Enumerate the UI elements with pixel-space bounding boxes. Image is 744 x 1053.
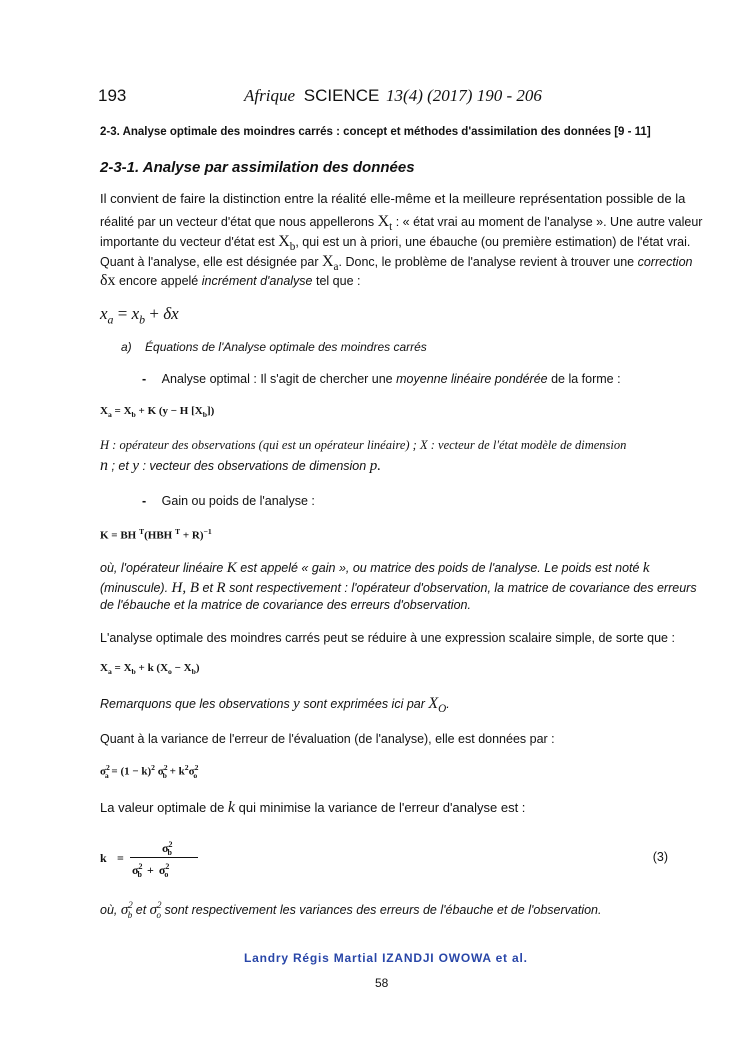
bullet-1-text: Analyse optimal : Il s'agit de chercher une moyenne linéaire pondérée de la forme : [161, 372, 621, 386]
sigma-b-squared: $\sigma^2_b$ [120, 900, 133, 920]
eq-optimal-denominator: $\sigma^2_b + \sigma^2_o$ [132, 862, 170, 880]
delta-x: δx [100, 272, 116, 289]
equation-number: (3) [652, 850, 668, 864]
item-a [121, 340, 427, 354]
journal-ref: 13(4) (2017) 190 - 206 [386, 86, 542, 105]
equation-analysis: $X_a = X_b + K$ (y − H $[X_b]$) [100, 405, 215, 420]
journal-word: SCIENCE [303, 86, 380, 105]
intro-line-4 [100, 253, 693, 273]
intro-line-5: δx encore appelé incrément d'analyse tel que : [100, 272, 361, 289]
eq-optimal-numerator: $\sigma^2_b$ [162, 840, 173, 858]
eq-optimal-equals: = [117, 851, 124, 865]
bullet-2-text: Gain ou poids de l'analyse : [161, 494, 315, 508]
equation-variance: $\sigma^2_a = (1 - k)^2$ $\sigma^2_b + k^2\sigma^2_o$ [100, 763, 199, 780]
intro-line-3 [100, 233, 690, 253]
equation-main: $x_a = x_b + \delta x$ [100, 304, 179, 327]
obs-desc-line-2: n ; et y : vecteur des observations de dimension p. [100, 457, 381, 474]
item-a-label: a) [121, 340, 132, 354]
optimal-intro: La valeur optimale de k qui minimise la variance de l'erreur d'analyse est : [100, 799, 526, 816]
intro-line-2a: réalité par un vecteur d'état que nous appellerons [100, 215, 375, 229]
remark: Remarquons que les observations y sont exprimées ici par $X_O$. [100, 695, 450, 716]
bullet-2-dash: - [142, 494, 147, 508]
gain-desc-line-3: de l'ébauche et la matrice de covariance des erreurs d'observation. [100, 598, 471, 610]
final-note: où, $\sigma^2_b$ et $\sigma^2_o$ sont respectivement les variances des erreurs de l'ébauche et de l'observation. [100, 900, 602, 920]
bullet-2 [142, 494, 315, 508]
section-heading: 2-3. Analyse optimale des moindres carrés : concept et méthodes d'assimilation des données [9 - 11] [100, 126, 651, 138]
page-number: 193 [98, 86, 127, 105]
symbol-xb: $X_b$ [278, 233, 296, 254]
equation-optimal [100, 838, 670, 883]
symbol-xo: $X_O$ [428, 695, 447, 716]
intro-line-2b: : « état vrai au moment de l'analyse ». Une autre valeur [392, 215, 703, 229]
section-subheading: 2-3-1. Analyse par assimilation des données [100, 159, 415, 176]
eq-optimal-lhs: k [100, 851, 107, 865]
bullet-1 [142, 372, 621, 386]
scalar-intro: L'analyse optimale des moindres carrés peut se réduire à une expression scalaire simple, de sorte que : [100, 631, 675, 645]
equation-gain: K = BH $^T$(HBH $^T$ + R)$^{-1}$ [100, 527, 212, 542]
intro-line-4a: Quant à l'analyse, elle est désignée par [100, 255, 319, 269]
gain-desc-line-1: où, l'opérateur linéaire K est appelé « gain », ou matrice des poids de l'analyse. Le poids est noté k [100, 560, 650, 576]
symbol-xt: $X_t$ [377, 213, 393, 234]
increment-term: incrément d'analyse [201, 274, 313, 288]
fraction-bar [130, 857, 198, 858]
gain-desc-line-2: (minuscule). H, B et R sont respectivement : l'opérateur d'observation, la matrice de covariance des erreurs [100, 580, 697, 596]
bullet-1-dash: - [142, 372, 147, 386]
symbol-xa: $X_a$ [321, 253, 339, 274]
obs-desc-line-1: H : opérateur des observations (qui est un opérateur linéaire) ; X : vecteur de l'état modèle de dimension [100, 438, 627, 452]
sigma-o-squared: $\sigma^2_o$ [149, 900, 162, 920]
journal-header [244, 86, 542, 106]
footer-page-number: 58 [375, 976, 389, 990]
variance-intro: Quant à la variance de l'erreur de l'évaluation (de l'analyse), elle est données par : [100, 732, 555, 746]
intro-line-3a: importante du vecteur d'état est [100, 235, 275, 249]
equation-scalar: $X_a = X_b + k$ $(X_o - X_b)$ [100, 662, 200, 677]
journal-name: Afrique [244, 86, 295, 105]
intro-line-2 [100, 213, 702, 233]
intro-line-1: Il convient de faire la distinction entre la réalité elle-même et la meilleure représentation possible de la [100, 191, 686, 206]
intro-line-4c: correction [637, 255, 693, 269]
intro-line-3b: , qui est un à priori, une ébauche (ou première estimation) de l'état vrai. [295, 235, 691, 249]
footer-authors: Landry Régis Martial IZANDJI OWOWA et al. [244, 951, 528, 965]
intro-line-4b: . Donc, le problème de l'analyse revient à trouver une [338, 255, 635, 269]
item-a-title: Équations de l'Analyse optimale des moindres carrés [145, 340, 427, 354]
